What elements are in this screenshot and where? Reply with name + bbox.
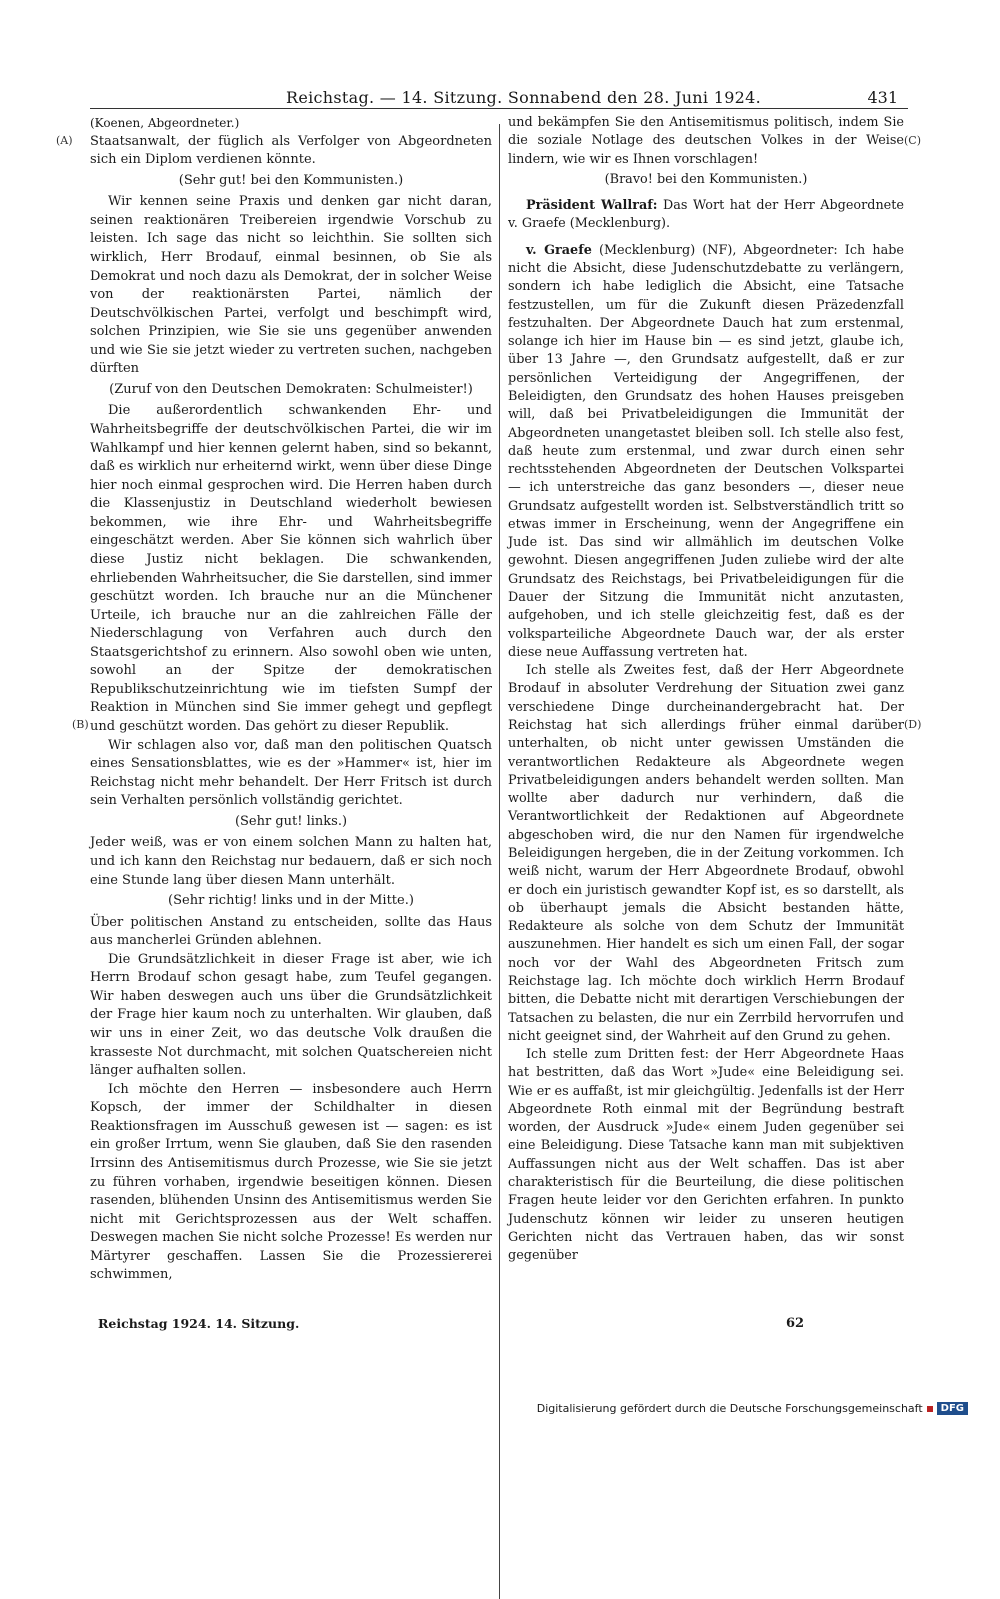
paragraph: Wir kennen seine Praxis und denken gar nicht daran, seinen reaktionären Treibereien irgendwie Vorschub zu leisten. Ich sage das nicht so leichthin. Sie sollten sich wirklich, Herr Brodauf, einmal besinnen, ob Sie als Demokrat und noch dazu als Demokrat, der in solcher Weise von der reaktionärsten Partei, nämlich der Deutschvölkischen Partei, verfolgt und beschimpft wird, solchen Prinzipien, wie Sie sie uns gegenüber anwenden und wie Sie sie jetzt wieder zu vertreten suchen, nachgeben dürften	[90, 194, 492, 377]
credit-dot-icon	[927, 1406, 933, 1412]
interjection: (Zuruf von den Deutschen Demokraten: Schulmeister!)	[109, 381, 473, 397]
speaker-header: (Koenen, Abgeordneter.)	[90, 116, 240, 130]
interjection: (Sehr richtig! links und in der Mitte.)	[168, 893, 414, 909]
margin-marker-c: (C)	[904, 134, 921, 147]
speaker-name: Präsident Wallraf:	[526, 198, 658, 214]
right-column	[508, 114, 904, 1265]
speaker-text: Das Wort hat der Herr Abgeordnete v. Graefe (Mecklenburg).	[508, 198, 904, 232]
paragraph: Über politischen Anstand zu entscheiden, sollte das Haus aus mancherlei Gründen ablehnen.	[90, 914, 492, 949]
running-head: Reichstag. — 14. Sitzung. Sonnabend den 28. Juni 1924.	[286, 88, 762, 107]
column-divider	[499, 124, 500, 1599]
footer-left: Reichstag 1924. 14. Sitzung.	[98, 1316, 300, 1331]
speaker-paragraph	[508, 242, 904, 662]
margin-marker-b: (B)	[72, 718, 89, 731]
paragraph: Die außerordentlich schwankenden Ehr- und Wahrheitsbegriffe der deutschvölkischen Partei, die wir im Wahlkampf und hier kennen gelernt haben, sind so bekannt, daß es wirklich nur erheiternd wirkt, wenn über diese Dinge hier noch einmal gesprochen wird. Die Herren haben durch die Klassenjustiz in Deutschland wiederholt bewiesen bekommen, wie ihre Ehr- und Wahrheitsbegriffe eingeschätzt werden. Aber Sie können sich wahrlich über diese Justiz nicht beklagen. Die schwankenden, ehrliebenden Wahrheitsucher, die Sie darstellen, sind immer geschützt worden. Ich brauche nur an die Münchener Urteile, ich brauche nur an die zahlreichen Fälle der Niederschlagung von Verfahren auch durch den Staatsgerichtshof zu erinnern. Also sowohl oben wie unten, sowohl an der Spitze der demokratischen Republikschutzeinrichtung wie im tiefsten Sumpf der Reaktion in München sind Sie immer gehegt und gepflegt und geschützt worden. Das gehört zu dieser Republik.	[90, 403, 492, 734]
paragraph: Wir schlagen also vor, daß man den politischen Quatsch eines Sensationsblattes, wie es der »Hammer« ist, hier im Reichstag nicht mehr behandelt. Der Herr Fritsch ist durch sein Verhalten persönlich vollständig gerichtet.	[90, 737, 492, 809]
paragraph: Jeder weiß, was er von einem solchen Mann zu halten hat, und ich kann den Reichstag nur bedauern, daß er sich noch eine Stunde lang über diesen Mann unterhält.	[90, 835, 492, 888]
digitization-credit	[537, 1402, 968, 1415]
dfg-logo-icon: DFG	[937, 1402, 968, 1415]
paragraph: Ich stelle zum Dritten fest: der Herr Abgeordnete Haas hat bestritten, daß das Wort »Jude« eine Beleidigung sei. Wie er es auffaßt, ist mir gleichgültig. Jedenfalls ist der Herr Abgeordnete Roth einmal mit der Begründung bestraft worden, der Ausdruck »Jude« einem Juden gegenüber sei eine Beleidigung. Diese Tatsache kann man mit subjektiven Auffassungen nicht aus der Welt schaffen. Das ist aber charakteristisch für die Beurteilung, die diese politischen Fragen heute leider vor den Gerichten erfahren. In punkto Judenschutz können wir leider zu unseren heutigen Gerichten nicht das Vertrauen haben, das wir sonst gegenüber	[508, 1047, 904, 1264]
margin-marker-a: (A)	[56, 134, 73, 147]
page-header	[90, 88, 910, 110]
credit-text: Digitalisierung gefördert durch die Deutsche Forschungsgemeinschaft	[536, 1402, 923, 1415]
paragraph: Staatsanwalt, der füglich als Verfolger von Abgeordneten sich ein Diplom verdienen könnte.	[90, 133, 492, 168]
interjection: (Bravo! bei den Kommunisten.)	[604, 171, 808, 187]
interjection: (Sehr gut! links.)	[234, 813, 348, 829]
paragraph: und bekämpfen Sie den Antisemitismus politisch, indem Sie die soziale Notlage des deutschen Volkes in der Weise lindern, wie wir es Ihnen vorschlagen!	[508, 115, 904, 167]
header-rule	[90, 108, 908, 109]
speaker-text: (Mecklenburg) (NF), Abgeordneter: Ich habe nicht die Absicht, diese Judenschutzdebatte zu verlängern, sondern ich habe lediglich die Absicht, eine Tatsache festzustellen, um für die Zukunft diesen Präzedenzfall festzuhalten. Der Abgeordnete Dauch hat zum erstenmal, solange ich hier im Hause bin — es sind jetzt, glaube ich, über 13 Jahre —, den Grundsatz aufgestellt, daß er zur persönlichen Verteidigung der Angegriffenen, der Beleidigten, den Grundsatz des hohen Hauses preisgeben will, daß bei Privatbeleidigungen die Immunität der Abgeordneten unangetastet bleiben soll. Ich stelle also fest, daß heute zum erstenmal, und zwar durch einen sehr rechtsstehenden Abgeordneten der Deutschen Volkspartei — ich unterstreiche das ganz besonders —, dieser neue Grundsatz aufgestellt worden ist. Selbstverständlich tritt so etwas immer in Erscheinung, wenn der Angegriffene ein Jude ist. Das sind wir allmählich im deutschen Volke gewohnt. Diesen angegriffenen Juden zuliebe wird der alte Grundsatz des Reichstags, bei Privatbeleidigungen für die Dauer der Sitzung die Immunität nicht anzutasten, aufgehoben, und ich stelle gleichzeitig fest, daß es der volksparteiliche Abgeordnete Dauch war, der als erster diese neue Auffassung vertreten hat.	[508, 242, 904, 660]
paragraph: Die Grundsätzlichkeit in dieser Frage ist aber, wie ich Herrn Brodauf schon gesagt habe, zum Teufel gegangen. Wir haben deswegen auch uns über die Grundsätzlichkeit der Frage hier kaum noch zu unterhalten. Wir glauben, daß wir uns in einer Zeit, wo das deutsche Volk draußen die krasseste Not durchmacht, mit solchen Quatschereien nicht länger aufhalten sollen.	[90, 951, 492, 1079]
left-column	[90, 114, 492, 1285]
signature-number: 62	[786, 1316, 805, 1331]
paragraph: Ich möchte den Herren — insbesondere auch Herrn Kopsch, der immer der Schildhalter in diesen Reaktionsfragen im Ausschuß gewesen ist — sagen: es ist ein großer Irrtum, wenn Sie glauben, daß Sie den rasenden Irrsinn des Antisemitismus durch Prozesse, wie Sie sie jetzt zu führen vorhaben, irgendwie beseitigen können. Diesen rasenden, blühenden Unsinn des Antisemitismus werden Sie nicht mit Gerichtsprozessen aus der Welt schaffen. Deswegen machen Sie nicht solche Prozesse! Es werden nur Märtyrer geschaffen. Lassen Sie die Prozessiererei schwimmen,	[90, 1081, 492, 1283]
speaker-name: v. Graefe	[526, 242, 592, 258]
speaker-paragraph	[508, 197, 904, 234]
margin-marker-d: (D)	[904, 718, 922, 731]
paragraph: Ich stelle als Zweites fest, daß der Herr Abgeordnete Brodauf in absoluter Verdrehung der Situation zwei ganz verschiedene Dinge durcheinandergebracht hat. Der Reichstag hat sich allerdings früher einmal darüber unterhalten, ob nicht unter gewissen Umständen die verantwortlichen Redakteure als Abgeordnete wegen Privatbeleidigungen anders behandelt werden sollten. Man wollte aber dadurch nur verhindern, daß die Verantwortlichkeit der Redaktionen auf Abgeordnete abgeschoben wird, die nur den Namen für irgendwelche Beleidigungen hergeben, die in der Zeitung vorkommen. Ich weiß nicht, warum der Herr Abgeordnete Brodauf, obwohl er doch ein juristisch gewandter Kopf ist, es so darstellt, als ob überhaupt jemals die Absicht bestanden hätte, Redakteure als solche von dem Schutz der Immunität auszunehmen. Hier handelt es sich um einen Fall, der sogar noch vor der Wahl des Abgeordneten Fritsch zum Reichstage lag. Ich möchte doch wirklich Herrn Brodauf bitten, die Debatte nicht mit derartigen Verschiebungen der Tatsachen zu belasten, die nur ein Zerrbild hervorrufen und nicht geeignet sind, der Wahrheit auf den Grund zu gehen.	[508, 663, 904, 1044]
page-number: 431	[867, 88, 898, 107]
interjection: (Sehr gut! bei den Kommunisten.)	[178, 172, 404, 188]
